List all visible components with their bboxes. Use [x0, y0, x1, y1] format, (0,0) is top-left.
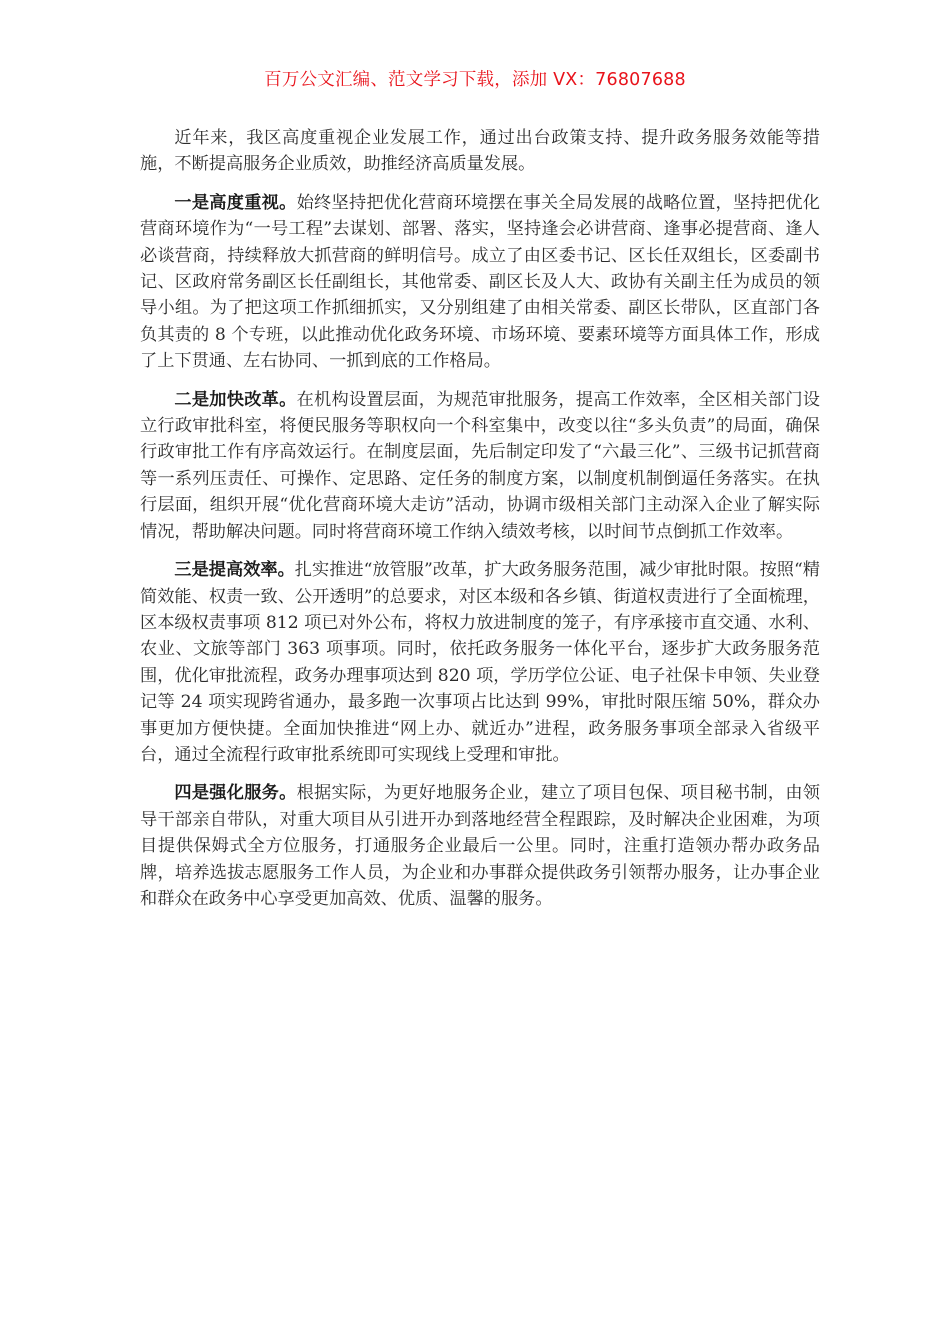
document-body — [140, 125, 820, 924]
section-paragraph-3 — [140, 557, 820, 768]
section-paragraph-1 — [140, 190, 820, 375]
section-text-3: 扎实推进“放管服”改革，扩大政务服务范围，减少审批时限。按照“精简效能、权责一致、公开透明”的总要求，对区本级和各乡镇、街道权责进行了全面梳理，区本级权责事项 812 项已对外公布，将权力放进制度的笼子，有序承接市直交通、水利、农业、文旅等部门 363 项事项。同时，依托政务服务一体化平台，逐步扩大政务服务范围，优化审批流程，政务办理事项达到 820 项，学历学位公证、电子社保卡申领、失业登记等 24 项实现跨省通办，最多跑一次事项占比达到 99%，审批时限压缩 50%，群众办事更加方便快捷。全面加快推进“网上办、就近办”进程，政务服务事项全部录入省级平台，通过全流程行政审批系统即可实现线上受理和审批。 — [140, 560, 820, 765]
section-heading-3: 三是提高效率。 — [174, 560, 295, 581]
section-text-4: 根据实际，为更好地服务企业，建立了项目包保、项目秘书制，由领导干部亲自带队，对重大项目从引进开办到落地经营全程跟踪，及时解决企业困难，为项目提供保姆式全方位服务，打通服务企业最后一公里。同时，注重打造领办帮办政务品牌，培养选拔志愿服务工作人员，为企业和办事群众提供政务引领帮办服务，让办事企业和群众在政务中心享受更加高效、优质、温馨的服务。 — [140, 783, 820, 909]
section-heading-1: 一是高度重视。 — [174, 192, 297, 213]
section-text-1: 始终坚持把优化营商环境摆在事关全局发展的战略位置，坚持把优化营商环境作为“一号工程”去谋划、部署、落实，坚持逢会必讲营商、逢事必提营商、逢人必谈营商，持续释放大抓营商的鲜明信号。成立了由区委书记、区长任双组长，区委副书记、区政府常务副区长任副组长，其他常委、副区长及人大、政协有关副主任为成员的领导小组。为了把这项工作抓细抓实，又分别组建了由相关常委、副区长带队，区直部门各负其责的 8 个专班，以此推动优化政务环境、市场环境、要素环境等方面具体工作，形成了上下贯通、左右协同、一抓到底的工作格局。 — [140, 192, 820, 372]
section-paragraph-2 — [140, 387, 820, 545]
section-heading-2: 二是加快改革。 — [174, 389, 297, 410]
section-text-2: 在机构设置层面，为规范审批服务，提高工作效率，全区相关部门设立行政审批科室，将便民服务等职权向一个科室集中，改变以往“多头负责”的局面，确保行政审批工作有序高效运行。在制度层面，先后制定印发了“六最三化”、三级书记抓营商等一系列压责任、可操作、定思路、定任务的制度方案，以制度机制倒逼任务落实。在执行层面，组织开展“优化营商环境大走访”活动，协调市级相关部门主动深入企业了解实际情况，帮助解决问题。同时将营商环境工作纳入绩效考核，以时间节点倒抓工作效率。 — [140, 389, 820, 542]
section-heading-4: 四是强化服务。 — [174, 783, 297, 804]
download-banner: 百万公文汇编、范文学习下载，添加 VX：76807688 — [264, 70, 686, 90]
intro-paragraph: 近年来，我区高度重视企业发展工作，通过出台政策支持、提升政务服务效能等措施，不断提高服务企业质效，助推经济高质量发展。 — [140, 128, 820, 175]
section-paragraph-4 — [140, 780, 820, 912]
